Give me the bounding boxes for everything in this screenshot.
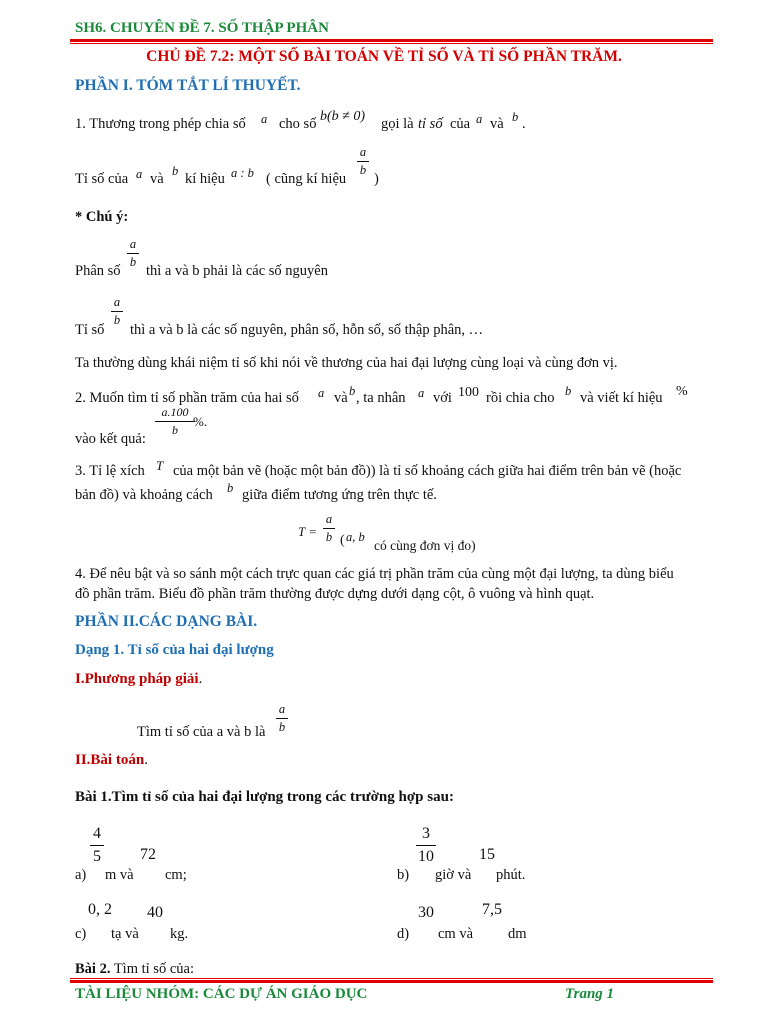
l2-var-a: a bbox=[136, 167, 143, 181]
footer-rule bbox=[70, 980, 713, 983]
l6-g: vào kết quả: bbox=[75, 431, 146, 447]
l1-f: và bbox=[490, 116, 504, 132]
l4-a: Tỉ số bbox=[75, 322, 105, 338]
l2-var-b: b bbox=[172, 164, 179, 178]
page-number: Trang 1 bbox=[565, 986, 615, 1002]
item-d-unit1: cm và bbox=[438, 926, 474, 942]
method-heading: I.Phương pháp giải. bbox=[75, 671, 203, 687]
l7-a: 3. Tỉ lệ xích bbox=[75, 463, 145, 479]
l1-g: . bbox=[522, 116, 526, 132]
l1-b-nonzero: b(b ≠ 0) bbox=[320, 109, 366, 124]
l2-d: ( cũng kí hiệu bbox=[266, 171, 347, 187]
item-c-unit1: tạ và bbox=[111, 926, 139, 942]
l6-var-a2: a bbox=[418, 386, 425, 400]
item-c-value1: 0, 2 bbox=[88, 901, 112, 918]
item-a-value2: 72 bbox=[140, 846, 156, 863]
method-fraction: a b bbox=[276, 703, 288, 734]
l7-c: bản đồ) và khoảng cách bbox=[75, 487, 213, 503]
l6-fraction-pct: %. bbox=[193, 414, 208, 429]
l4-b: thì a và b là các số nguyên, phân số, hỗn số, số thập phân, … bbox=[130, 322, 484, 338]
l6-a: 2. Muốn tìm tỉ số phần trăm của hai số bbox=[75, 390, 299, 406]
l1-e: của bbox=[450, 116, 471, 132]
l7-var-b: b bbox=[227, 481, 234, 495]
l8-b: đồ phần trăm. Biểu đồ phần trăm thường được dựng dưới dạng cột, ô vuông và hình quạt. bbox=[75, 586, 595, 602]
item-b-value2: 15 bbox=[479, 846, 495, 863]
l6-f: và viết kí hiệu bbox=[580, 390, 663, 406]
l3-a: Phân số bbox=[75, 263, 121, 279]
method-text: Tìm tỉ số của a và b là bbox=[137, 724, 266, 740]
l2-c: kí hiệu bbox=[185, 171, 225, 187]
item-a-label: a) bbox=[75, 867, 87, 883]
l7-d: giữa điểm tương ứng trên thực tế. bbox=[242, 487, 437, 503]
item-d-unit2: dm bbox=[508, 926, 527, 942]
l6-var-b2: b bbox=[565, 384, 572, 398]
l7-fraction: a b bbox=[323, 513, 335, 544]
item-c-unit2: kg. bbox=[170, 926, 189, 942]
l2-b: và bbox=[150, 171, 164, 187]
item-c-label: c) bbox=[75, 926, 87, 942]
l4-fraction: a b bbox=[111, 296, 123, 327]
l5: Ta thường dùng khái niệm tỉ số khi nói về thương của hai đại lượng cùng loại và cùng đơn vị. bbox=[75, 355, 618, 371]
l6-var-a: a bbox=[318, 386, 325, 400]
header-rule bbox=[70, 39, 713, 42]
note-heading: * Chú ý: bbox=[75, 209, 129, 225]
l1-c: gọi là bbox=[381, 116, 414, 132]
item-b-fraction: 3 10 bbox=[418, 825, 434, 865]
dang1-heading: Dạng 1. Tỉ số của hai đại lượng bbox=[75, 642, 274, 658]
item-b-unit1: giờ và bbox=[435, 867, 472, 883]
item-b-label: b) bbox=[397, 867, 410, 883]
l6-c: , ta nhân bbox=[356, 390, 406, 406]
l1-b: cho số bbox=[279, 116, 317, 132]
item-a-unit1: m và bbox=[105, 867, 134, 883]
part1-heading: PHẦN I. TÓM TẮT LÍ THUYẾT. bbox=[75, 77, 301, 94]
l7-var-T: T bbox=[156, 458, 164, 473]
problems-heading: II.Bài toán. bbox=[75, 752, 148, 768]
l7-paren: ( bbox=[340, 533, 345, 548]
item-b-unit2: phút. bbox=[496, 867, 526, 883]
l7-T-eq: T = bbox=[298, 524, 318, 539]
l3-b: thì a và b phải là các số nguyên bbox=[146, 263, 328, 279]
l1-var-a2: a bbox=[476, 112, 483, 126]
item-d-label: d) bbox=[397, 926, 410, 942]
item-a-unit2: cm; bbox=[165, 867, 187, 883]
l6-d: với bbox=[433, 390, 452, 406]
l6-var-b: b bbox=[349, 384, 356, 398]
item-c-value2: 40 bbox=[147, 904, 163, 921]
l7-b: của một bản vẽ (hoặc một bản đồ)) là tỉ số khoảng cách giữa hai điểm trên bản vẽ (hoặc bbox=[173, 463, 682, 479]
l7-e: có cùng đơn vị đo) bbox=[374, 538, 476, 553]
l3-fraction: a b bbox=[127, 238, 139, 269]
l2-a: Tỉ số của bbox=[75, 171, 129, 187]
topic-title: CHỦ ĐỀ 7.2: MỘT SỐ BÀI TOÁN VỀ TỈ SỐ VÀ TỈ SỐ PHẦN TRĂM. bbox=[146, 48, 622, 65]
page-header: SH6. CHUYÊN ĐỀ 7. SỐ THẬP PHÂN bbox=[75, 20, 329, 36]
l6-b: và bbox=[334, 390, 348, 406]
l2-a-colon-b: a : b bbox=[231, 166, 254, 180]
l6-e: rồi chia cho bbox=[486, 390, 555, 406]
l8-a: 4. Để nêu bật và so sánh một cách trực quan các giá trị phần trăm của cùng một đại lượng, ta dùng biểu bbox=[75, 566, 674, 582]
footer-left: TÀI LIỆU NHÓM: CÁC DỰ ÁN GIÁO DỤC bbox=[75, 986, 368, 1002]
bai1-heading: Bài 1.Tìm tỉ số của hai đại lượng trong các trường hợp sau: bbox=[75, 789, 454, 805]
header-rule-thin bbox=[70, 43, 713, 44]
l6-fraction: a.100 b bbox=[155, 406, 195, 437]
l1-a: 1. Thương trong phép chia số bbox=[75, 116, 246, 132]
l1-d: tỉ số bbox=[418, 116, 443, 132]
l6-hundred: 100 bbox=[458, 385, 479, 400]
item-d-value2: 7,5 bbox=[482, 901, 502, 918]
item-d-value1: 30 bbox=[418, 904, 434, 921]
l6-percent: % bbox=[676, 384, 688, 399]
l7-ab: a, b bbox=[346, 530, 365, 544]
l2-e: ) bbox=[374, 171, 379, 187]
bai2-heading: Bài 2. Tìm tỉ số của: bbox=[75, 961, 194, 977]
footer-rule-thin bbox=[70, 978, 713, 979]
l1-var-a: a bbox=[261, 112, 268, 126]
part2-heading: PHẦN II.CÁC DẠNG BÀI. bbox=[75, 613, 258, 630]
item-a-fraction: 4 5 bbox=[90, 826, 104, 865]
l1-var-b: b bbox=[512, 110, 519, 124]
l2-fraction: a b bbox=[357, 146, 369, 177]
